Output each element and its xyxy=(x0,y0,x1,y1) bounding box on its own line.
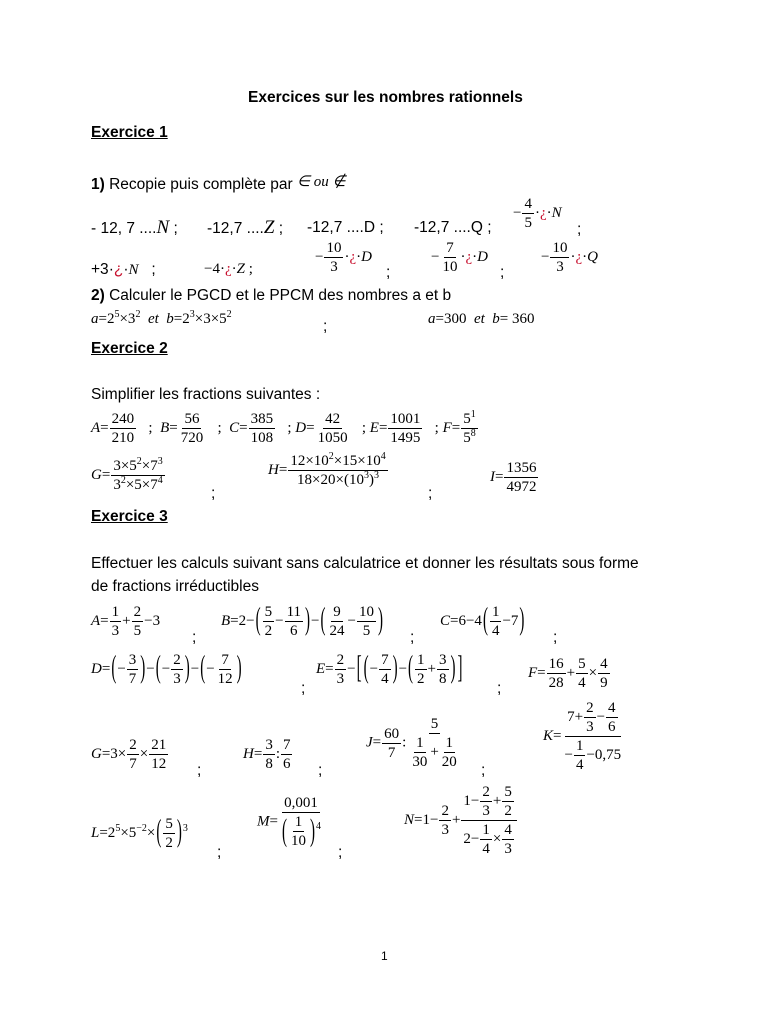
pgcd-pair-2: a=300 et b= 360 xyxy=(428,311,535,327)
exercise-2-intro: Simplifier les fractions suivantes : xyxy=(91,386,321,403)
item-frac-d1: − $\frac{10}{3}$ ·¿·D xyxy=(315,240,372,275)
item-frac-q: − $\frac{10}{3}$ ·¿·Q xyxy=(541,240,598,275)
semicolon: ; xyxy=(197,762,202,779)
exercise-3-intro-2: de fractions irréductibles xyxy=(91,578,259,595)
item-z: -12,7 ....Z ; xyxy=(207,217,284,238)
exercise-1-heading: Exercice 1 xyxy=(91,124,168,141)
expression-d: D=(− $\frac{3}{7}$ )−(− $\frac{2}{3}$ )−(− $\frac{7}{12}$ ) xyxy=(91,651,242,687)
pgcd-pair-1: $a=2^5\times 3^2$ et $b=2^3\times 3\times 5^2$ xyxy=(91,309,232,327)
semicolon: ; xyxy=(497,680,502,697)
semicolon: ; xyxy=(410,629,415,646)
semicolon: ; xyxy=(386,264,391,281)
expression-g: G=3× $\frac{2}{7}$ × $\frac{21}{12}$ xyxy=(91,737,167,772)
expression-n: N=1− $\frac{2}{3}$ + 1− $\frac{2}{3}$ + $\frac{5}{2}$ 2− $\frac{1}{4}$ × $\frac{4}{3}$ xyxy=(404,784,518,857)
question-number: 2) xyxy=(91,287,105,304)
question-number: 1) xyxy=(91,176,105,193)
expression-l: $L=2^5\times 5^{-2}\times$( $\frac{5}{2}$ )$^3$ xyxy=(91,815,188,851)
expression-k: K= 7+ $\frac{2}{3}$ − $\frac{4}{6}$ − $\frac{1}{4}$ −0,75 xyxy=(543,700,622,773)
semicolon: ; xyxy=(338,844,343,861)
item-4: −4·¿·Z ; xyxy=(204,261,253,277)
expression-c: C=6−4( $\frac{1}{4}$ −7) xyxy=(440,603,525,639)
exercise-2-heading: Exercice 2 xyxy=(91,340,168,357)
semicolon: ; xyxy=(553,629,558,646)
expression-h: H= $\frac{3}{8}$ : $\frac{7}{6}$ xyxy=(243,737,291,772)
fraction-row-1: A= $\frac{240}{210}$ ; B= $\frac{56}{720}$ ; C= $\frac{385}{108}$ ; D= $\frac{42}{1050}$ ; E= $\frac{1001}{1495}$ ; F= $\frac{5^1}{5^8}$ xyxy=(91,409,476,446)
semicolon: ; xyxy=(577,221,582,238)
item-q: -12,7 ....Q ; xyxy=(414,219,492,236)
semicolon: ; xyxy=(211,485,216,502)
expression-a: A= $\frac{1}{3}$ + $\frac{2}{5}$ −3 xyxy=(91,604,161,639)
expression-m: M= 0,001 ( $\frac{1}{10}$ )$^4$ xyxy=(257,795,321,849)
semicolon: ; xyxy=(500,264,505,281)
item-frac-d2: − $\frac{7}{10}$ ·¿·D xyxy=(431,240,488,275)
question-1 xyxy=(91,172,346,194)
item-n: - 12, 7 ....N ; xyxy=(91,217,178,238)
expression-f: F= $\frac{16}{28}$ + $\frac{5}{4}$ × $\frac{4}{9}$ xyxy=(528,656,608,691)
page-number: 1 xyxy=(381,949,388,963)
symbols: ∈ ou ∉ xyxy=(296,174,346,190)
semicolon: ; xyxy=(192,629,197,646)
question-2 xyxy=(91,287,451,305)
question-text: Calculer le PGCD et le PPCM des nombres a et b xyxy=(109,287,452,304)
expression-e: E= $\frac{2}{3}$ −[ (− $\frac{7}{4}$ )−( $\frac{1}{2}$ + $\frac{3}{8}$ ) ] xyxy=(316,651,463,687)
document-title: Exercices sur les nombres rationnels xyxy=(248,89,523,106)
expression-b: B=2−( $\frac{5}{2}$ − $\frac{11}{6}$ )−( $\frac{9}{24}$ − $\frac{10}{5}$ ) xyxy=(221,603,383,639)
fraction-g: G= $\frac{3\times 5^2\times 7^3}{3^2\times 5\times 7^4}$ xyxy=(91,456,163,493)
semicolon: ; xyxy=(217,844,222,861)
item-3: +3·¿·N ; xyxy=(91,261,156,278)
semicolon: ; xyxy=(318,762,323,779)
semicolon: ; xyxy=(428,485,433,502)
exercise-3-heading: Exercice 3 xyxy=(91,508,168,525)
semicolon: ; xyxy=(301,680,306,697)
item-frac-n: − $\frac{4}{5}$ ·¿·N xyxy=(513,196,562,231)
semicolon: ; xyxy=(323,318,328,335)
fraction-h: H= $\frac{12\times 10^2\times 15\times 10^4}{18\times 20\times(10^3)^3}$ xyxy=(268,451,386,488)
semicolon: ; xyxy=(481,762,486,779)
exercise-3-intro-1: Effectuer les calculs suivant sans calculatrice et donner les résultats sous forme xyxy=(91,555,639,572)
expression-j: J= $\frac{60}{7}$ : 5 $\frac{1}{30}$ + $\frac{1}{20}$ xyxy=(366,716,457,770)
question-text: Recopie puis complète par xyxy=(109,176,293,193)
fraction-i: I= $\frac{1356}{4972}$ xyxy=(490,460,537,495)
item-d: -12,7 ....D ; xyxy=(307,219,384,236)
